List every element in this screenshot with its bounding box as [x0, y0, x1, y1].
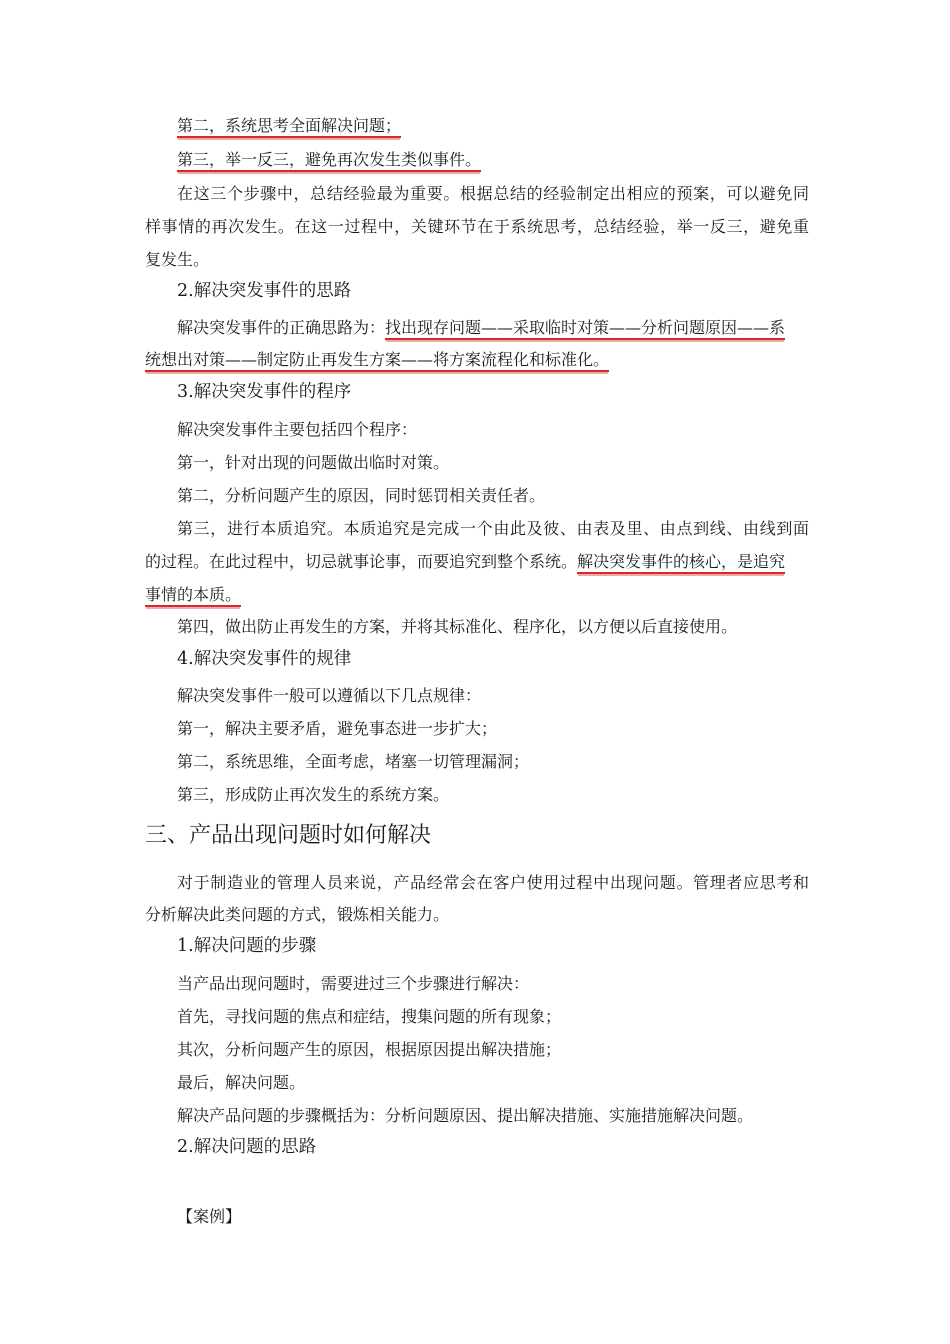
paragraph: 第一，针对出现的问题做出临时对策。	[177, 453, 450, 472]
paragraph: 解决突发事件一般可以遵循以下几点规律：	[177, 686, 482, 705]
paragraph: 最后，解决问题。	[177, 1073, 306, 1092]
subheading: 2.解决问题的思路	[177, 1137, 317, 1157]
paragraph: 解决产品问题的步骤概括为：分析问题原因、提出解决措施、实施措施解决问题。	[177, 1106, 754, 1125]
highlighted-text: 统想出对策——制定防止再发生方案——将方案流程化和标准化。	[145, 350, 609, 372]
paragraph	[177, 150, 809, 170]
highlighted-text: 第二，系统思考全面解决问题；	[177, 116, 401, 138]
paragraph: 解决突发事件主要包括四个程序：	[177, 420, 418, 439]
highlighted-text: 找出现存问题——采取临时对策——分析问题原因——系	[385, 318, 785, 340]
paragraph-line: 样事情的再次发生。在这一过程中，关键环节在于系统思考，总结经验，举一反三，避免重	[145, 217, 809, 236]
highlighted-text: 解决突发事件的核心，是追究	[577, 552, 785, 574]
paragraph-line: 第三，进行本质追究。本质追究是完成一个由此及彼、由表及里、由点到线、由线到面	[177, 519, 809, 538]
subheading: 4.解决突发事件的规律	[177, 649, 352, 669]
highlighted-text: 事情的本质。	[145, 585, 241, 607]
paragraph: 第四，做出防止再发生的方案，并将其标准化、程序化，以方便以后直接使用。	[177, 617, 738, 636]
paragraph	[177, 116, 809, 136]
text: 解决突发事件的正确思路为：	[177, 318, 386, 337]
paragraph-line	[145, 350, 809, 370]
subheading: 2.解决突发事件的思路	[177, 281, 352, 301]
paragraph-line: 在这三个步骤中，总结经验最为重要。根据总结的经验制定出相应的预案，可以避免同	[177, 184, 809, 203]
paragraph: 其次，分析问题产生的原因，根据原因提出解决措施；	[177, 1040, 562, 1059]
paragraph-line: 对于制造业的管理人员来说，产品经常会在客户使用过程中出现问题。管理者应思考和	[177, 873, 809, 892]
paragraph-line: 分析解决此类问题的方式，锻炼相关能力。	[145, 905, 450, 924]
text: 的过程。在此过程中，切忌就事论事，而要追究到整个系统。	[145, 552, 578, 571]
paragraph: 第三，形成防止再次发生的系统方案。	[177, 785, 450, 804]
paragraph-line	[145, 552, 809, 572]
paragraph: 当产品出现问题时，需要进过三个步骤进行解决：	[177, 974, 530, 993]
case-label: 【案例】	[177, 1207, 242, 1226]
paragraph: 首先，寻找问题的焦点和症结，搜集问题的所有现象；	[177, 1007, 562, 1026]
subheading: 3.解决突发事件的程序	[177, 382, 352, 402]
paragraph: 第一，解决主要矛盾，避免事态进一步扩大；	[177, 719, 498, 738]
paragraph-line	[177, 318, 809, 338]
section-title: 三、产品出现问题时如何解决	[145, 823, 432, 848]
paragraph: 第二，分析问题产生的原因，同时惩罚相关责任者。	[177, 486, 546, 505]
paragraph-line: 复发生。	[145, 250, 210, 269]
paragraph-line	[145, 585, 809, 605]
highlighted-text: 第三，举一反三，避免再次发生类似事件。	[177, 150, 481, 172]
subheading: 1.解决问题的步骤	[177, 936, 317, 956]
paragraph: 第二，系统思维，全面考虑，堵塞一切管理漏洞；	[177, 752, 530, 771]
